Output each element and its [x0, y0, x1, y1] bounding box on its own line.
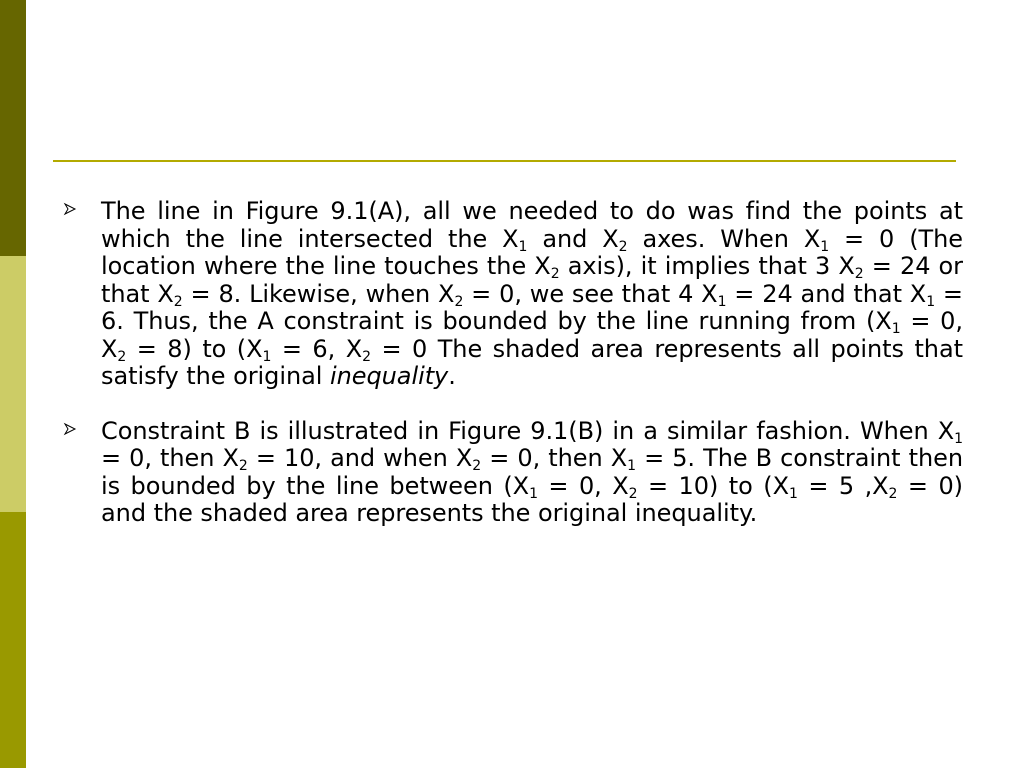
- subscript: 2: [238, 458, 248, 474]
- subscript: 2: [454, 293, 464, 310]
- subscript: 1: [926, 293, 936, 310]
- italic-text: inequality: [329, 362, 449, 390]
- bullet-item: [60, 198, 963, 391]
- subscript: 1: [518, 238, 528, 255]
- subscript: 1: [788, 485, 798, 502]
- subscript: 1: [627, 458, 636, 474]
- arrowhead-bullet-icon: [63, 201, 77, 215]
- subscript: 1: [820, 238, 830, 255]
- subscript: 2: [550, 266, 560, 282]
- subscript: 2: [618, 238, 628, 255]
- subscript: 1: [891, 321, 901, 337]
- subscript: 2: [854, 266, 864, 282]
- sidebar-band-top: [0, 0, 26, 256]
- subscript: 1: [262, 348, 272, 365]
- arrowhead-bullet-icon: [63, 421, 77, 435]
- bullet-item: [60, 418, 963, 528]
- bullet-text: Constraint B is illustrated in Figure 9.1(B) in a similar fashion. When $X_1 = 0$, then $X_2 = 10$, and when $X_2 = 0$, then $X_1 = 5$. The B constraint then is bounded by the line between ($X_1 = 0$, $X_2 = 10$) to ($X_1 = 5$ $,X_2 = 0$) and the shaded area represents the original inequality.: [101, 416, 964, 527]
- subscript: 2: [472, 458, 482, 474]
- subscript: 2: [362, 348, 371, 365]
- bullet-text: The line in Figure 9.1(A), all we needed to do was find the points at which the line intersected the $X_1$ and $X_2$ axes. When $X_1 = 0$ (The location where the line touches the $X_2$ axis), it implies that 3 $X_2 = 24$ or that $X_2 = 8$. Likewise, when $X_2 = 0$, we see that 4 $X_1 = 24$ and that $X_1 = 6$. Thus, the A constraint is bounded by the line running from ($X_1 = 0$, $X_2 = 8$) to ($X_1 = 6$, $X_2 = 0$ The shaded area represents all points that satisfy the original inequality.: [101, 197, 964, 390]
- sidebar-band-bottom: [0, 512, 26, 768]
- subscript: 2: [628, 485, 638, 502]
- subscript: 1: [529, 485, 538, 502]
- sidebar-band-middle: [0, 256, 26, 512]
- slide-body: [60, 198, 963, 555]
- subscript: 2: [888, 485, 898, 502]
- sidebar-color-bands: [0, 0, 26, 768]
- subscript: 1: [954, 430, 963, 447]
- subscript: 2: [173, 293, 183, 310]
- subscript: 1: [717, 293, 727, 310]
- subscript: 2: [117, 348, 127, 365]
- title-divider-line: [53, 160, 956, 162]
